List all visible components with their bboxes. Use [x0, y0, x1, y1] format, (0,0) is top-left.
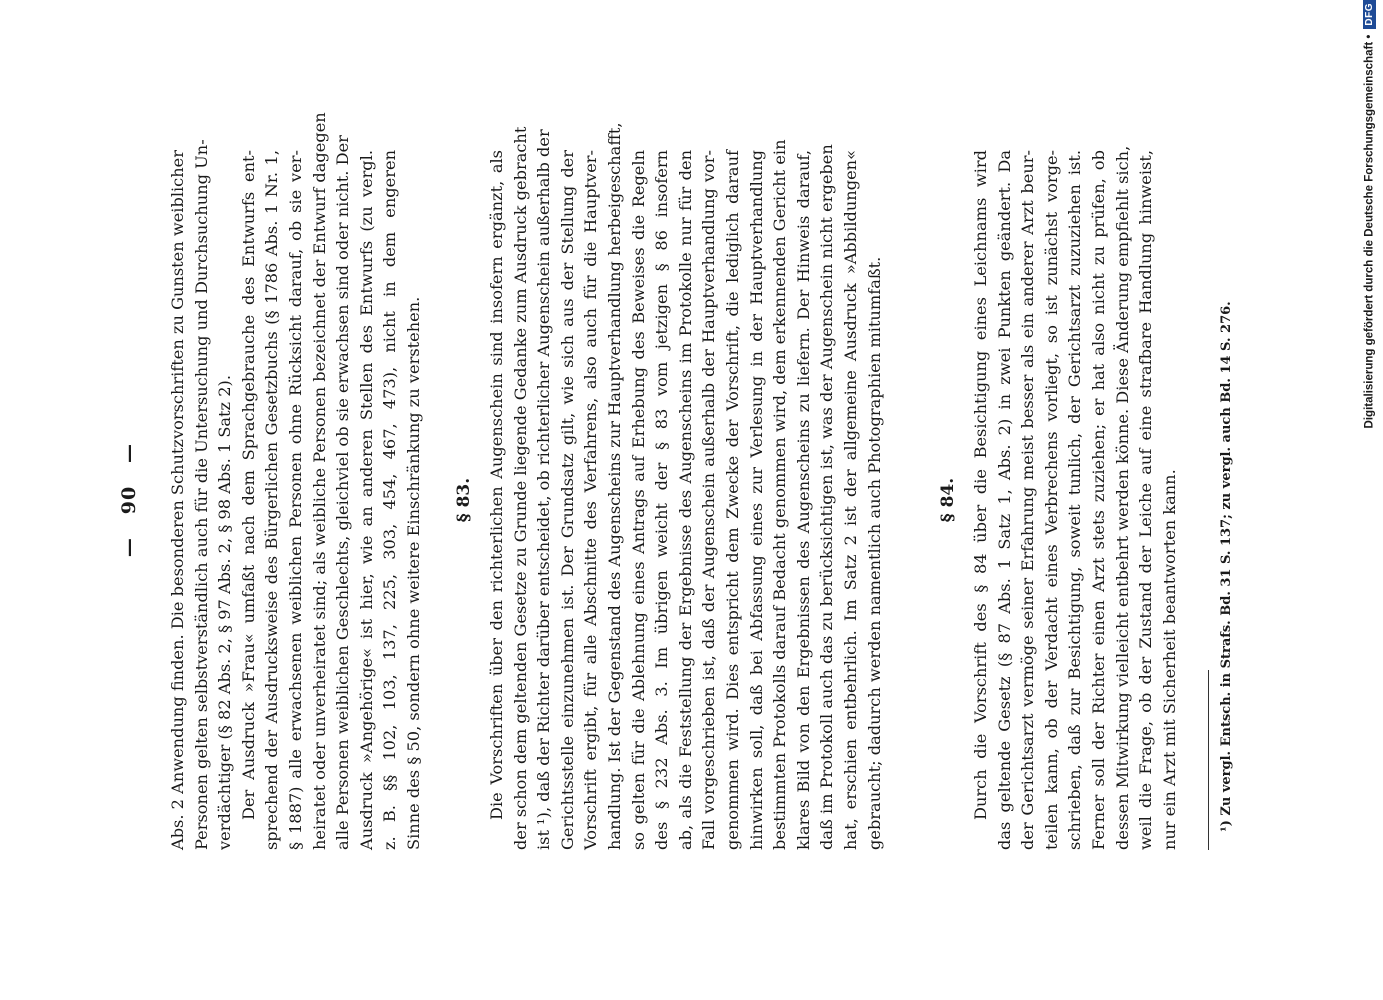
text-line: Durch die Vorschrift des § 84 über die Besichtigung eines Leichnams wird	[971, 150, 990, 820]
paragraph-block-83	[485, 122, 886, 850]
dfg-logo-icon: DFG	[1363, 0, 1376, 29]
text-line: hat, erschien entbehrlich. Im Satz 2 ist der allgemeine Ausdruck »Abbildungen«	[840, 150, 860, 850]
text-lines	[485, 122, 886, 850]
text-line: Gerichtsstelle einzunehmen ist. Der Grundsatz gilt, wie sich aus der Stellung der	[557, 150, 577, 850]
text-line: des § 232 Abs. 3. Im übrigen weicht der § 83 vom jetzigen § 86 insofern	[652, 150, 672, 850]
paragraph-block-82-continuation	[166, 112, 426, 850]
section-heading-83	[454, 150, 474, 850]
text-line: Vorschrift ergibt, für alle Abschnitte des Verfahrens, also auch für die Hauptver-	[581, 150, 601, 850]
section-heading-84-text: § 84.	[938, 477, 958, 523]
text-line: sprechend der Ausdrucksweise des Bürgerlichen Gesetzbuchs (§ 1786 Abs. 1 Nr. 1,	[262, 150, 282, 850]
text-line: bestimmten Protokolls darauf Bedacht genommen wird, dem erkennenden Gericht ein	[770, 139, 790, 850]
text-line: klares Bild von den Ergebnissen des Augenscheins zu liefern. Der Hinweis darauf,	[793, 150, 813, 850]
text-line: hinwirken soll, daß bei Abfassung eines zur Verlesung in der Hauptverhandlung	[746, 150, 766, 850]
text-line: alle Personen weiblichen Geschlechts, gleichviel ob sie erwachsen sind oder nicht. Der	[333, 135, 353, 850]
text-line: handlung. Ist der Gegenstand des Augenscheins zur Hauptverhandlung herbeigeschafft,	[604, 122, 624, 850]
section-heading-84	[938, 150, 958, 850]
text-line: daß im Protokoll auch das zu berücksichtigen ist, was der Augenschein nicht ergeben	[817, 144, 837, 850]
section-heading-83-text: § 83.	[454, 477, 474, 523]
text-line: das geltende Gesetz (§ 87 Abs. 1 Satz 1, Abs. 2) in zwei Punkten geändert. Da	[994, 150, 1014, 850]
footnote-divider	[1208, 670, 1209, 850]
paragraph-block-84	[969, 145, 1181, 850]
text-line: ab, als die Feststellung der Ergebnisse des Augenscheins im Protokolle nur für den	[675, 150, 695, 850]
text-line: schrieben, daß zur Besichtigung, soweit tunlich, der Gerichtsarzt zuzuziehen ist.	[1065, 150, 1085, 850]
digitization-credit	[1363, 0, 1376, 1000]
credit-text: Digitalisierung gefördert durch die Deutsche Forschungsgemeinschaft •	[1363, 34, 1376, 429]
text-line: nur ein Arzt mit Sicherheit beantworten kann.	[1159, 469, 1179, 850]
text-lines	[166, 112, 426, 850]
text-line: § 1887) alle erwachsenen weiblichen Personen ohne Rücksicht darauf, ob sie ver-	[285, 150, 305, 850]
page-number: — 90 —	[118, 442, 140, 558]
text-line: gebraucht; dadurch werden namentlich auch Photographien mitumfaßt.	[864, 256, 884, 850]
text-line: heiratet oder unverheiratet sind; als weibliche Personen bezeichnet der Entwurf dagegen	[309, 112, 329, 850]
text-line: der Gerichtsarzt vermöge seiner Erfahrung meist besser als ein anderer Arzt beur-	[1018, 150, 1038, 850]
text-line: Personen gelten selbstverständlich auch für die Untersuchung und Durchsuchung Un-	[191, 139, 211, 850]
text-lines	[969, 145, 1181, 850]
text-line: Sinne des § 50, sondern ohne weitere Einschränkung zu verstehen.	[403, 296, 423, 850]
text-line: der schon dem geltenden Gesetze zu Grunde liegende Gedanke zum Ausdruck gebracht	[510, 126, 530, 850]
text-line: Der Ausdruck »Frau« umfaßt nach dem Sprachgebrauche des Entwurfs ent-	[238, 150, 258, 820]
text-line: Abs. 2 Anwendung finden. Die besonderen Schutzvorschriften zu Gunsten weiblicher	[168, 150, 187, 850]
text-line: weil die Frage, ob der Zustand der Leiche auf eine strafbare Handlung hinweist,	[1136, 150, 1156, 850]
text-line: z. B. §§ 102, 103, 137, 225, 303, 454, 467, 473), nicht in dem engeren	[380, 150, 400, 850]
text-line: verdächtiger (§ 82 Abs. 2, § 97 Abs. 2, § 98 Abs. 1 Satz 2).	[215, 375, 235, 850]
text-line: dessen Mitwirkung vielleicht entbehrt werden könne. Diese Änderung empfiehlt sich,	[1112, 145, 1132, 850]
text-line: Ferner soll der Richter einen Arzt stets zuziehen; er hat also nicht zu prüfen, ob	[1088, 150, 1108, 850]
text-line: Die Vorschriften über den richterlichen Augenschein sind insofern ergänzt, als	[487, 150, 506, 820]
text-line: teilen kann, ob der Verdacht eines Verbrechens vorliegt, so ist zunächst vorge-	[1041, 150, 1061, 850]
text-line: Fall vorgeschrieben ist, daß der Augenschein außerhalb der Hauptverhandlung vor-	[699, 150, 719, 850]
text-line: so gelten für die Ablehnung eines Antrags auf Erhebung des Beweises die Regeln	[628, 150, 648, 850]
footnote: ¹) Zu vergl. Entsch. in Strafs. Bd. 31 S. 137; zu vergl. auch Bd. 14 S. 276.	[1219, 301, 1234, 832]
text-line: genommen wird. Dies entspricht dem Zwecke der Vorschrift, die lediglich darauf	[722, 150, 742, 850]
text-line: Ausdruck »Angehörige« ist hier, wie an anderen Stellen des Entwurfs (zu vergl.	[356, 150, 376, 850]
text-line: ist ¹), daß der Richter darüber entscheidet, ob richterlicher Augenschein außerhalb der	[534, 129, 554, 850]
